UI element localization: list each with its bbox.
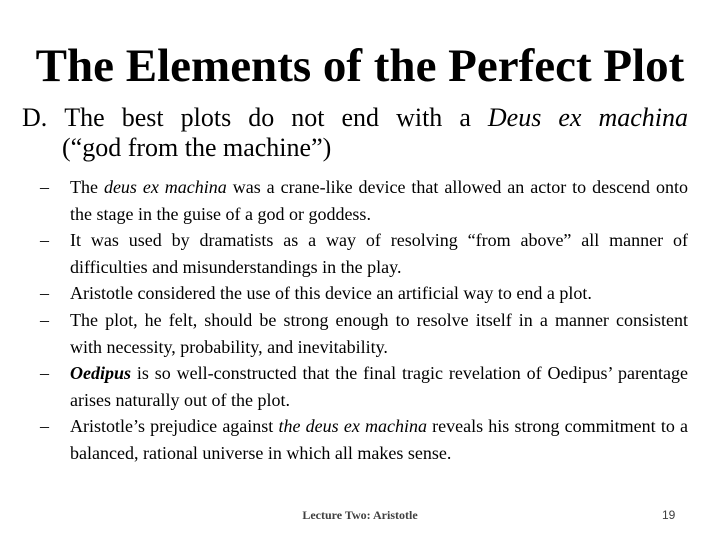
main-point-word: best bbox=[121, 103, 164, 132]
main-point-word: The bbox=[64, 103, 105, 132]
bullet-item bbox=[40, 227, 688, 280]
bullet-text: Aristotle’s prejudice against bbox=[70, 416, 279, 437]
bullet-item bbox=[40, 307, 688, 360]
bullet-item bbox=[40, 174, 688, 227]
main-point-word: do bbox=[248, 103, 275, 132]
main-point-word: with bbox=[396, 103, 443, 132]
main-point-word: end bbox=[341, 103, 380, 132]
main-point-italic-word: machina bbox=[598, 103, 688, 132]
bullet-dash: – bbox=[40, 363, 49, 384]
bullet-text: The bbox=[70, 177, 104, 197]
footer-label: Lecture Two: Aristotle bbox=[302, 508, 418, 522]
bullet-dash: – bbox=[40, 177, 49, 197]
main-point-italic-word: ex bbox=[558, 103, 582, 132]
bullet-dash: – bbox=[40, 416, 49, 437]
main-point-italic-word: Deus bbox=[487, 103, 542, 132]
main-point-line1 bbox=[22, 103, 688, 133]
bullet-dash: – bbox=[40, 283, 49, 304]
main-point-word: a bbox=[459, 103, 471, 132]
bullet-item bbox=[40, 280, 688, 307]
bullet-text: Oedipus bbox=[70, 363, 132, 384]
bullet-dash: – bbox=[40, 230, 49, 251]
bullet-text: the deus ex machina bbox=[278, 416, 427, 437]
main-point bbox=[22, 103, 688, 163]
main-point-label: D. bbox=[22, 103, 48, 132]
bullet-text: reveals his strong commitment to a balanced, rational universe in which all makes sense. bbox=[70, 416, 689, 463]
page-number: 19 bbox=[662, 508, 676, 522]
bullet-item bbox=[40, 360, 688, 413]
bullet-text: is so well-constructed that the final tragic revelation of Oedipus’ parentage arises naturally out of the plot. bbox=[70, 363, 688, 410]
bullet-list bbox=[40, 174, 688, 467]
bullet-text: The plot, he felt, should be strong enough to resolve itself in a manner consistent with necessity, probability, and inevitability. bbox=[70, 309, 688, 357]
slide-title: The Elements of the Perfect Plot bbox=[35, 40, 685, 92]
bullet-text: was a crane-like device that allowed an actor to descend onto the stage in the guise of a god or goddess. bbox=[70, 177, 689, 224]
bullet-text: Aristotle considered the use of this device an artificial way to end a plot. bbox=[70, 283, 592, 304]
main-point-word: plots bbox=[180, 103, 232, 132]
bullet-item bbox=[40, 413, 688, 466]
bullet-dash: – bbox=[40, 309, 49, 330]
main-point-line2: (“god from the machine”) bbox=[62, 133, 332, 162]
bullet-text: It was used by dramatists as a way of resolving “from above” all manner of difficulties and misunderstandings in the play. bbox=[70, 230, 688, 277]
main-point-word: not bbox=[291, 103, 325, 132]
bullet-text: deus ex machina bbox=[103, 177, 227, 197]
